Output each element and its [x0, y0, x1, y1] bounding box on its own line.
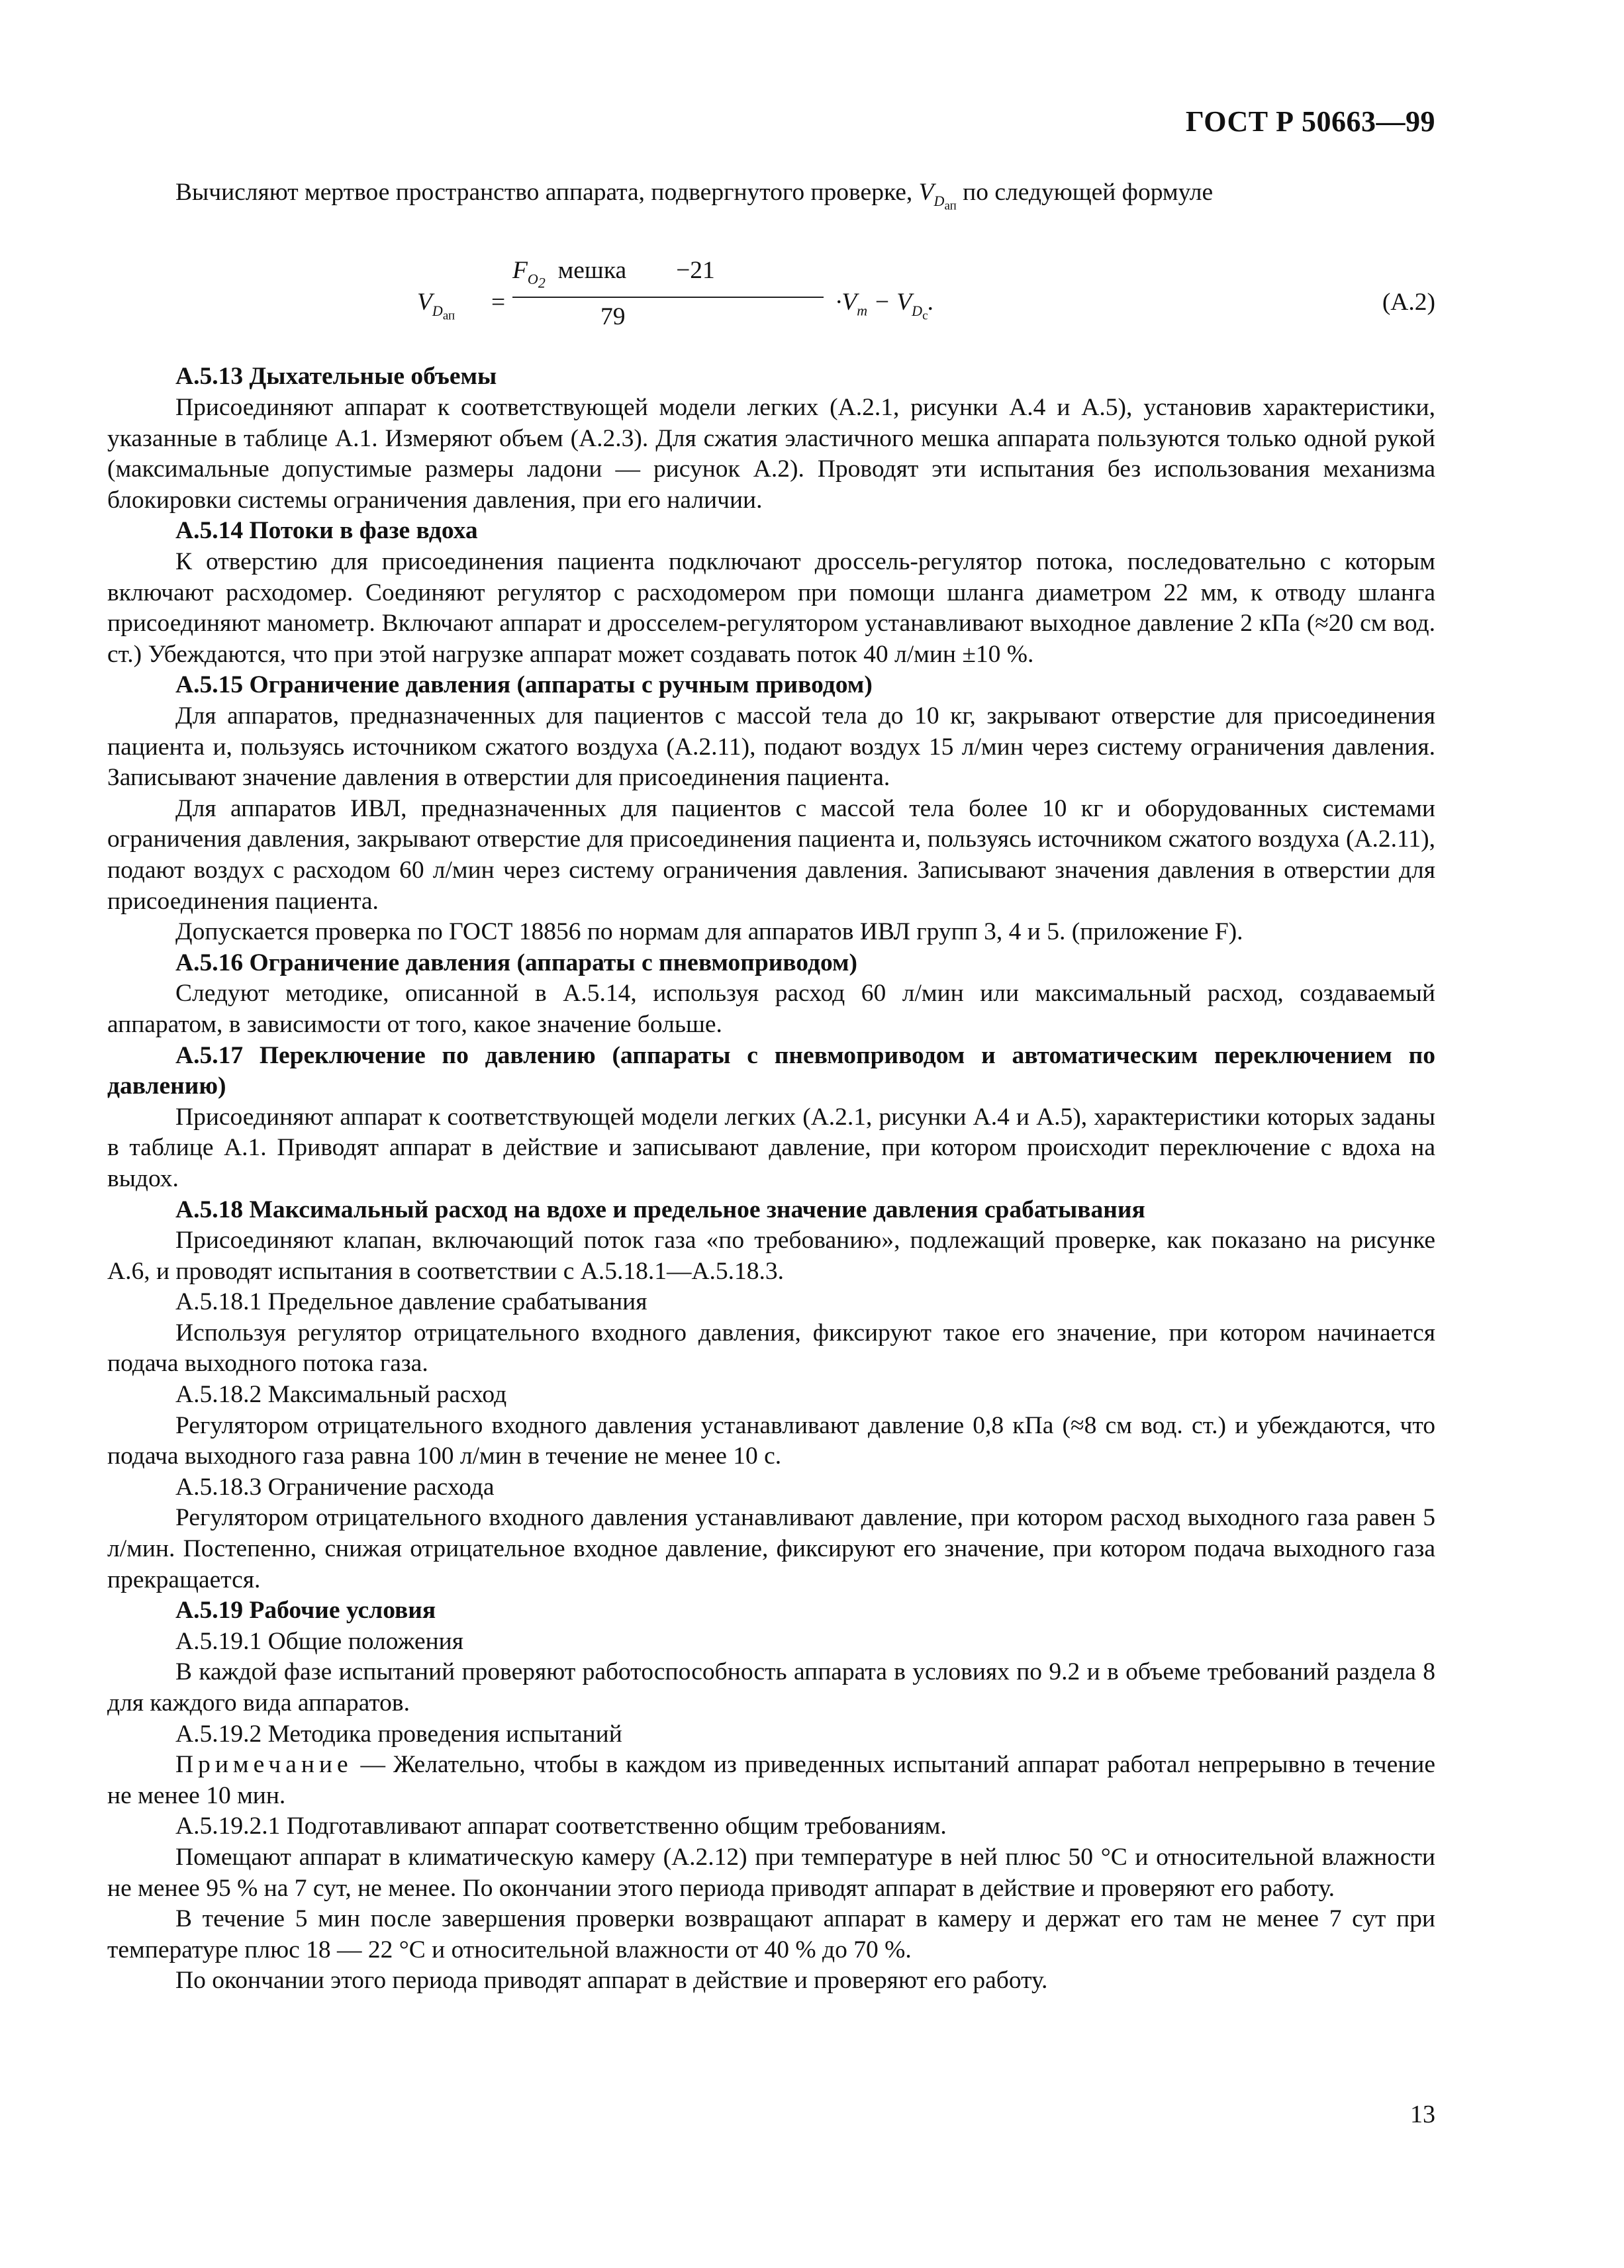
page-number: 13: [1410, 2101, 1435, 2128]
fraction-bar: [512, 297, 824, 298]
return-to-chamber-paragraph: В течение 5 мин после завершения проверки возвращают аппарат в камеру и держат его там не менее 7 сут при температуре плюс 18 — 22 °С и относительной влажности от 40 % до 70 %.: [107, 1905, 1435, 1963]
section-a513-paragraph: Присоединяют аппарат к соответствующей модели легких (А.2.1, рисунки А.4 и А.5), установив характеристики, указанные в таблице А.1. Измеряют объем (А.2.3). Для сжатия эластичного мешка аппарата пользуются только одной рукой (максимальные допустимые размеры ладони — рисунок А.2). Проводят эти испытания без использования механизма блокировки системы ограничения давления, при его наличии.: [107, 394, 1435, 514]
section-a515-paragraph-3: Допускается проверка по ГОСТ 18856 по нормам для аппаратов ИВЛ групп 3, 4 и 5. (приложение F).: [175, 918, 1243, 946]
section-a518-title: А.5.18 Максимальный расход на вдохе и предельное значение давления срабатывания: [175, 1196, 1145, 1223]
formula-reference: (A.2): [1382, 289, 1435, 316]
note-label: Примечание: [175, 1751, 353, 1779]
section-a515-paragraph-2: Для аппаратов ИВЛ, предназначенных для пациентов с массой тела более 10 кг и оборудованных системами ограничения давления, закрывают отверстие для присоединения пациента и, пользуясь источником сжатого воздуха (А.2.11), подают воздух с расходом 60 л/мин через систему ограничения давления. Записывают значения давления в отверстии для присоединения пациента.: [107, 794, 1435, 915]
subsection-a5183-paragraph: Регулятором отрицательного входного давления устанавливают давление, при котором расход выходного газа равен 5 л/мин. Постепенно, снижая отрицательное входное давление, фиксируют его значение, при котором подача выходного газа прекращается.: [107, 1504, 1435, 1593]
intro-variable: $V_{D_{ап}}$: [918, 179, 957, 213]
section-a516-title: А.5.16 Ограничение давления (аппараты с пневмоприводом): [175, 949, 858, 976]
formula-lhs: $V_{D_{ап}}$: [417, 289, 455, 323]
subsection-a5191-paragraph: В каждой фазе испытаний проверяют работоспособность аппарата в условиях по 9.2 и в объеме требований раздела 8 для каждого вида аппаратов.: [107, 1658, 1435, 1717]
section-a515-paragraph-1: Для аппаратов, предназначенных для пациентов с массой тела до 10 кг, закрывают отверстие для присоединения пациента и, пользуясь источником сжатого воздуха (А.2.11), подают воздух 15 л/мин через систему ограничения давления. Записывают значение давления в отверстии для присоединения пациента.: [107, 702, 1435, 792]
section-a517-paragraph: Присоединяют аппарат к соответствующей модели легких (А.2.1, рисунки А.4 и А.5), характеристики которых заданы в таблице А.1. Приводят аппарат в действие и записывают давление, при котором происходит переключение с вдоха на выдох.: [107, 1103, 1435, 1192]
section-a514-title: А.5.14 Потоки в фазе вдоха: [175, 517, 478, 545]
subsection-a5181-paragraph: Используя регулятор отрицательного входного давления, фиксируют такое его значение, при котором начинается подача выходного потока газа.: [107, 1319, 1435, 1378]
subsection-a5181-title: А.5.18.1 Предельное давление срабатывания: [175, 1288, 647, 1316]
formula-equals: =: [491, 289, 506, 316]
subsection-a5191-title: А.5.19.1 Общие положения: [175, 1627, 464, 1655]
subsection-a51921-paragraph: А.5.19.2.1 Подготавливают аппарат соответственно общим требованиям.: [175, 1813, 947, 1840]
formula-tail: $\cdot V_т - V_{D_с}$.: [836, 289, 934, 323]
section-a515-title: А.5.15 Ограничение давления (аппараты с ручным приводом): [175, 671, 873, 699]
intro-text: Вычисляют мертвое пространство аппарата, подвергнутого проверке,: [175, 179, 913, 206]
intro-tail: по следующей формуле: [963, 179, 1214, 206]
section-a517-title: А.5.17 Переключение по давлению (аппараты с пневмоприводом и автоматическим переключением по давлению): [107, 1041, 1435, 1100]
document-body: [107, 177, 1435, 1997]
formula-a2: [107, 236, 1435, 342]
section-a519-title: А.5.19 Рабочие условия: [175, 1597, 436, 1625]
subsection-a5192-title: А.5.19.2 Методика проведения испытаний: [175, 1720, 622, 1748]
subsection-a5182-paragraph: Регулятором отрицательного входного давления устанавливают давление 0,8 кПа (≈8 см вод. ст.) и убеждаются, что подача выходного газа равна 100 л/мин в течение не менее 10 с.: [107, 1411, 1435, 1470]
section-a514-paragraph: К отверстию для присоединения пациента подключают дроссель-регулятор потока, последовательно с которым включают расходомер. Соединяют регулятор с расходомером при помощи шланга диаметром 22 мм, к отводу шланга присоединяют манометр. Включают аппарат и дросселем-регулятором устанавливают выходное давление 2 кПа (≈20 см вод. ст.) Убеждаются, что при этой нагрузке аппарат может создавать поток 40 л/мин ±10 %.: [107, 548, 1435, 668]
document-header: ГОСТ Р 50663—99: [1185, 105, 1435, 138]
section-a518-paragraph: Присоединяют клапан, включающий поток газа «по требованию», подлежащий проверке, как показано на рисунке А.6, и проводят испытания в соответствии с А.5.18.1—А.5.18.3.: [107, 1227, 1435, 1285]
subsection-a5182-title: А.5.18.2 Максимальный расход: [175, 1381, 507, 1409]
note-paragraph: [107, 1750, 1435, 1811]
subsection-a5183-title: А.5.18.3 Ограничение расхода: [175, 1473, 495, 1501]
section-a516-paragraph: Следуют методике, описанной в А.5.14, используя расход 60 л/мин или максимальный расход, создаваемый аппаратом, в зависимости от того, какое значение больше.: [107, 980, 1435, 1038]
climate-chamber-paragraph: Помещают аппарат в климатическую камеру (А.2.12) при температуре в ней плюс 50 °С и относительной влажности не менее 95 % на 7 сут, не менее. По окончании этого периода приводят аппарат в действие и проверяют его работу.: [107, 1843, 1435, 1902]
note-text: — Желательно, чтобы в каждом из приведенных испытаний аппарат работал непрерывно в течение не менее 10 мин.: [107, 1751, 1435, 1809]
formula-denominator: 79: [600, 303, 626, 331]
intro-paragraph: [107, 177, 1435, 221]
final-check-paragraph: По окончании этого периода приводят аппарат в действие и проверяют его работу.: [175, 1967, 1048, 1995]
formula-numerator: $F_{O_2}$ мешка −21: [512, 257, 715, 291]
section-a513-title: А.5.13 Дыхательные объемы: [175, 363, 497, 391]
